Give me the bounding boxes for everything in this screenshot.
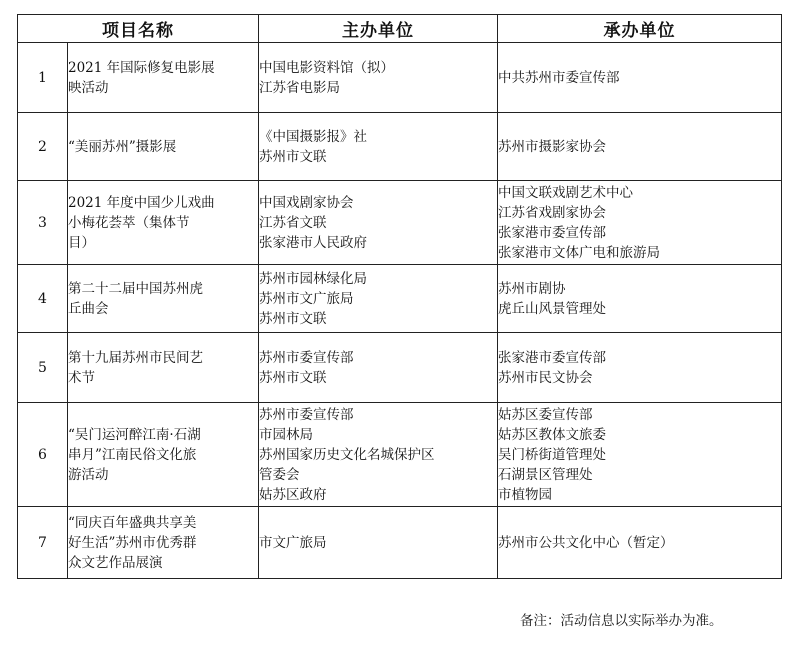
project-name-line: “同庆百年盛典共享美 bbox=[68, 514, 197, 531]
header-row bbox=[18, 15, 782, 43]
events-table bbox=[17, 14, 782, 579]
project-name-cell bbox=[68, 43, 259, 113]
organizer-cell bbox=[259, 507, 498, 579]
undertaker-cell bbox=[498, 403, 782, 507]
undertaker-cell bbox=[498, 333, 782, 403]
undertaker-name: 中国文联戏剧艺术中心 bbox=[498, 184, 633, 201]
project-name-line: 2021 年国际修复电影展 bbox=[68, 59, 215, 76]
row-number: 4 bbox=[18, 265, 68, 333]
organizer-cell bbox=[259, 113, 498, 181]
table-row bbox=[18, 403, 782, 507]
undertaker-name: 苏州市摄影家协会 bbox=[498, 138, 606, 155]
project-name-line: 游活动 bbox=[68, 466, 109, 483]
project-name-line: “吴门运河醉江南·石湖 bbox=[68, 426, 201, 443]
organizer-name: 中国戏剧家协会 bbox=[259, 194, 354, 211]
organizer-cell bbox=[259, 181, 498, 265]
organizer-name: 苏州国家历史文化名城保护区 bbox=[259, 446, 435, 463]
undertaker-name: 张家港市文体广电和旅游局 bbox=[498, 244, 660, 261]
organizer-name: 管委会 bbox=[259, 466, 300, 483]
row-number: 3 bbox=[18, 181, 68, 265]
project-name-line: 第十九届苏州市民间艺 bbox=[68, 349, 203, 366]
undertaker-cell bbox=[498, 265, 782, 333]
organizer-name: 张家港市人民政府 bbox=[259, 234, 367, 251]
undertaker-name: 市植物园 bbox=[498, 486, 552, 503]
undertaker-cell bbox=[498, 43, 782, 113]
project-name-line: 2021 年度中国少儿戏曲 bbox=[68, 194, 215, 211]
header-project: 项目名称 bbox=[18, 15, 259, 43]
row-number: 7 bbox=[18, 507, 68, 579]
project-name-line: 好生活”苏州市优秀群 bbox=[68, 534, 197, 551]
row-number: 1 bbox=[18, 43, 68, 113]
organizer-name: 江苏省文联 bbox=[259, 214, 327, 231]
undertaker-name: 虎丘山风景管理处 bbox=[498, 300, 606, 317]
table-row bbox=[18, 113, 782, 181]
undertaker-name: 苏州市民文协会 bbox=[498, 369, 593, 386]
undertaker-cell bbox=[498, 113, 782, 181]
organizer-name: 江苏省电影局 bbox=[259, 79, 340, 96]
project-name-line: 术节 bbox=[68, 369, 95, 386]
organizer-cell bbox=[259, 333, 498, 403]
table-row bbox=[18, 507, 782, 579]
row-number: 6 bbox=[18, 403, 68, 507]
project-name-cell bbox=[68, 181, 259, 265]
undertaker-name: 中共苏州市委宣传部 bbox=[498, 69, 620, 86]
organizer-cell bbox=[259, 43, 498, 113]
project-name-line: 小梅花荟萃（集体节 bbox=[68, 214, 190, 231]
organizer-name: 苏州市园林绿化局 bbox=[259, 270, 367, 287]
undertaker-name: 苏州市剧协 bbox=[498, 280, 566, 297]
undertaker-name: 江苏省戏剧家协会 bbox=[498, 204, 606, 221]
undertaker-name: 吴门桥街道管理处 bbox=[498, 446, 606, 463]
undertaker-name: 苏州市公共文化中心（暂定） bbox=[498, 534, 674, 551]
organizer-cell bbox=[259, 265, 498, 333]
project-name-line: “美丽苏州”摄影展 bbox=[68, 138, 177, 155]
header-undertaker: 承办单位 bbox=[498, 15, 782, 43]
project-name-line: 众文艺作品展演 bbox=[68, 554, 163, 571]
project-name-cell bbox=[68, 113, 259, 181]
undertaker-cell bbox=[498, 507, 782, 579]
undertaker-name: 张家港市委宣传部 bbox=[498, 349, 606, 366]
organizer-name: 苏州市文联 bbox=[259, 310, 327, 327]
organizer-name: 姑苏区政府 bbox=[259, 486, 327, 503]
undertaker-cell bbox=[498, 181, 782, 265]
undertaker-name: 姑苏区委宣传部 bbox=[498, 406, 593, 423]
table-row bbox=[18, 181, 782, 265]
organizer-name: 中国电影资料馆（拟） bbox=[259, 59, 394, 76]
organizer-name: 《中国摄影报》社 bbox=[259, 128, 367, 145]
row-number: 5 bbox=[18, 333, 68, 403]
organizer-cell bbox=[259, 403, 498, 507]
organizer-name: 市园林局 bbox=[259, 426, 313, 443]
row-number: 2 bbox=[18, 113, 68, 181]
organizer-name: 苏州市委宣传部 bbox=[259, 349, 354, 366]
project-name-line: 丘曲会 bbox=[68, 300, 109, 317]
organizer-name: 苏州市文联 bbox=[259, 369, 327, 386]
organizer-name: 苏州市文广旅局 bbox=[259, 290, 354, 307]
table-row bbox=[18, 333, 782, 403]
undertaker-name: 姑苏区教体文旅委 bbox=[498, 426, 606, 443]
project-name-line: 映活动 bbox=[68, 79, 109, 96]
undertaker-name: 石湖景区管理处 bbox=[498, 466, 593, 483]
project-name-cell bbox=[68, 265, 259, 333]
header-organizer: 主办单位 bbox=[259, 15, 498, 43]
project-name-cell bbox=[68, 507, 259, 579]
project-name-line: 串月”江南民俗文化旅 bbox=[68, 446, 197, 463]
organizer-name: 苏州市委宣传部 bbox=[259, 406, 354, 423]
organizer-name: 市文广旅局 bbox=[259, 534, 327, 551]
project-name-line: 第二十二届中国苏州虎 bbox=[68, 280, 203, 297]
organizer-name: 苏州市文联 bbox=[259, 148, 327, 165]
table-row bbox=[18, 265, 782, 333]
project-name-cell bbox=[68, 403, 259, 507]
table-row bbox=[18, 43, 782, 113]
undertaker-name: 张家港市委宣传部 bbox=[498, 224, 606, 241]
project-name-line: 目） bbox=[68, 234, 95, 251]
footnote: 备注：活动信息以实际举办为准。 bbox=[520, 613, 723, 629]
project-name-cell bbox=[68, 333, 259, 403]
